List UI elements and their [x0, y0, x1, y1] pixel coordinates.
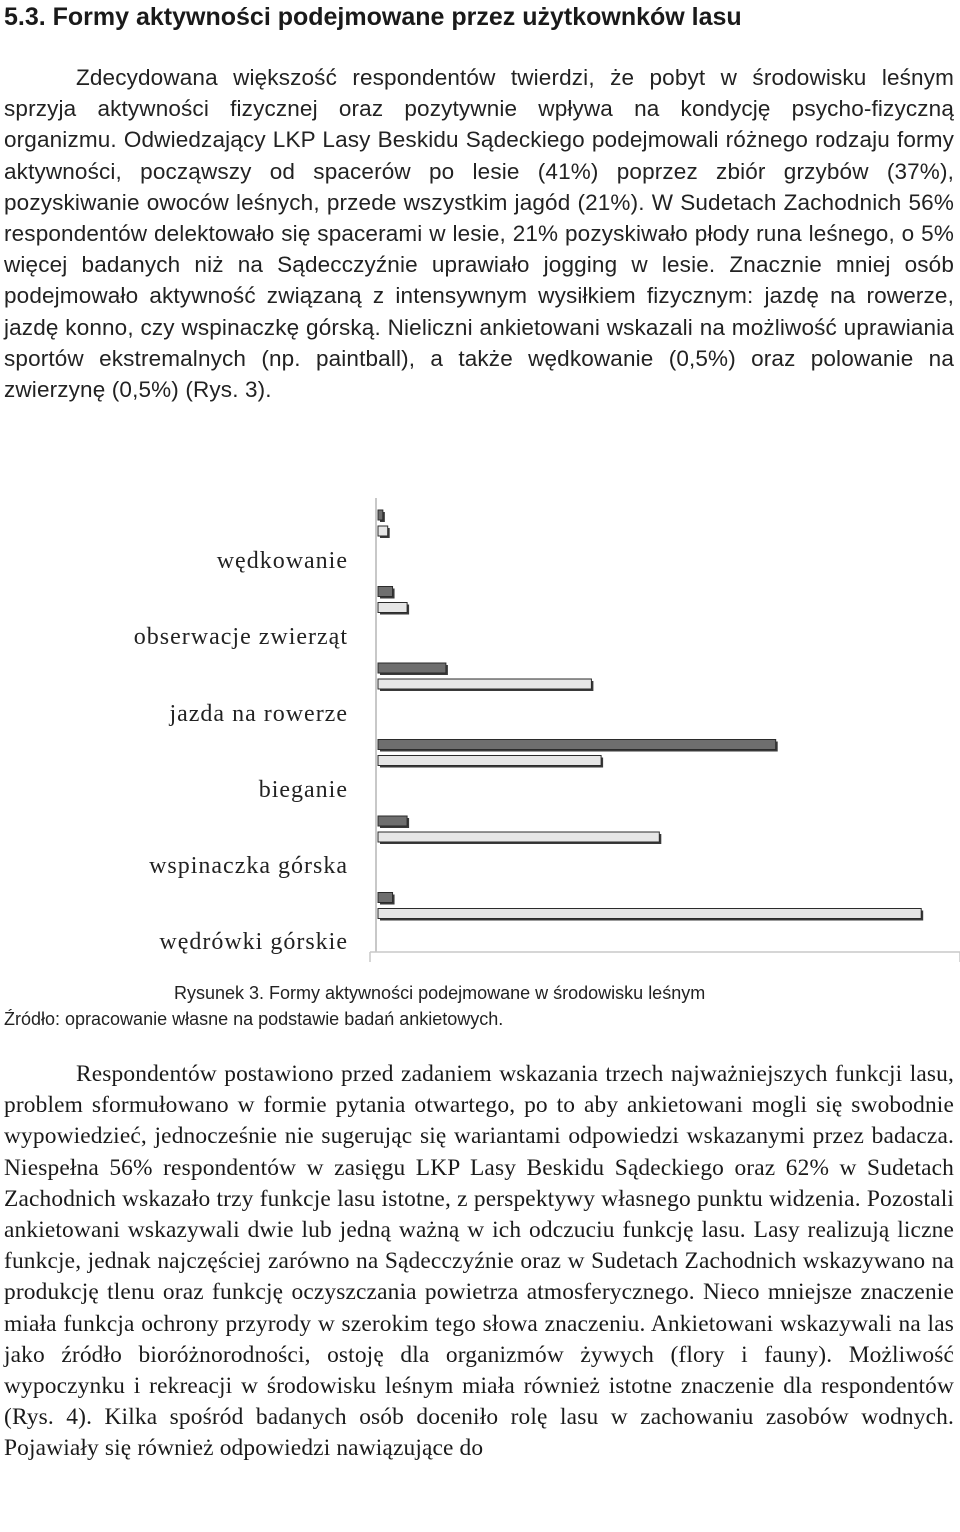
- category-label-wedrowki-gorskie: wędrówki górskie: [159, 929, 348, 955]
- category-label-bieganie: bieganie: [258, 777, 348, 803]
- bar-1-3: [378, 740, 776, 750]
- bar-2-1: [378, 603, 407, 613]
- bar-plot: [0, 490, 960, 980]
- bar-2-2: [378, 679, 591, 689]
- paragraph-functions: Respondentów postawiono przed zadaniem wskazania trzech najważniejszych funkcji lasu, problem sformułowano w formie pytania otwartego, po to aby ankietowani mogli się swobodnie wypowiedzieć, jednocześnie nie sugerując się wariantami odpowiedzi wskazanymi przez badacza. Niespełna 56% respondentów w zasięgu LKP Lasy Beskidu Sądeckiego oraz 62% w Sudetach Zachodnich wskazało trzy funkcje lasu istotne, z perspektywy własnego punktu widzenia. Pozostali ankietowani wskazywali dwie lub jedną ważną w ich odczuciu funkcję lasu. Lasy realizują liczne funkcje, jednak najczęściej zarówno na Sądecczyźnie oraz w Sudetach Zachodnich wskazywano na produkcję tlenu oraz funkcję oczyszczania powietrza atmosferycznego. Nieco mniejsze znaczenie miała funkcja ochrony przyrody w szerokim tego słowa znaczeniu. Ankietowani wskazywali na las jako źródło bioróżnorodności, ostoję dla organizmów żywych (flory i fauny). Możliwość wypoczynku i rekreacji w środowisku leśnym miała również istotne znaczenie dla respondentów (Rys. 4). Kilka spośród badanych osób doceniło rolę lasu w zachowaniu zasobów wodnych. Pojawiały się również odpowiedzi nawiązujące do: [4, 1061, 954, 1462]
- bar-1-2: [378, 663, 446, 673]
- category-label-jazda-na-rowerze: jazda na rowerze: [169, 701, 348, 727]
- bar-2-3: [378, 756, 601, 766]
- bar-2-4: [378, 832, 659, 842]
- category-label-wedkowanie: wędkowanie: [216, 548, 348, 574]
- paragraph-intro: Zdecydowana większość respondentów twierdzi, że pobyt w środowisku leśnym sprzyja aktywności fizycznej oraz pozytywnie wpływa na kondycję psycho-fizyczną organizmu. Odwiedzający LKP Lasy Beskidu Sądeckiego podejmowali różnego rodzaju formy aktywności, począwszy od spacerów po lesie (41%) poprzez zbiór grzybów (37%), pozyskiwanie owoców leśnych, przede wszystkim jagód (21%). W Sudetach Zachodnich 56% respondentów delektowało się spacerami w lesie, 21% pozyskiwało płody runa leśnego, o 5% więcej badanych niż na Sądecczyźnie uprawiało jogging w lesie. Znacznie mniej osób podejmowało aktywność związaną z intensywnym wysiłkiem fizycznym: jazdę na rowerze, jazdę konno, czy wspinaczkę górską. Nieliczni ankietowani wskazali na możliwość uprawiania sportów ekstremalnych (np. paintball), a także wędkowanie (0,5%) oraz polowanie na zwierzynę (0,5%) (Rys. 3).: [4, 65, 954, 403]
- category-label-obserwacje-zwierzat: obserwacje zwierząt: [133, 624, 348, 650]
- bar-1-5: [378, 893, 393, 903]
- figure-source: Źródło: opracowanie własne na podstawie badań ankietowych.: [4, 1009, 504, 1029]
- bar-2-0: [378, 526, 388, 536]
- bar-1-1: [378, 587, 393, 597]
- bar-1-4: [378, 816, 407, 826]
- figure-caption: Rysunek 3. Formy aktywności podejmowane w środowisku leśnym: [174, 983, 706, 1003]
- section-heading: 5.3. Formy aktywności podejmowane przez użytkownków lasu: [4, 3, 742, 31]
- category-label-wspinaczka-gorska: wspinaczka górska: [149, 853, 348, 879]
- bar-1-0: [378, 510, 383, 520]
- bar-2-5: [378, 909, 921, 919]
- activity-chart: [0, 490, 960, 980]
